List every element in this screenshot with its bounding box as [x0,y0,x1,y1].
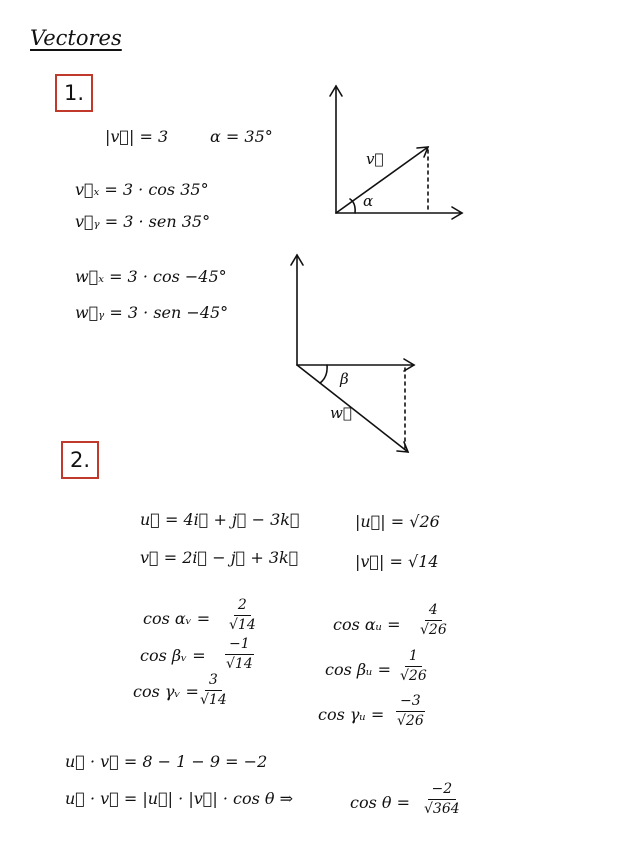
denominator: √14 [200,691,227,708]
cos-theta-fraction [420,782,464,816]
cos-gamma-u-fraction [393,694,428,728]
page-title: Vectores [30,26,122,50]
w-y-component: w⃗ᵧ = 3 · sen −45° [75,303,229,322]
v-magnitude: |v⃗| = √14 [355,552,439,571]
v-definition: v⃗ = 2i⃗ − j⃗ + 3k⃗ [140,548,299,567]
vector-v-label: v⃗ [366,150,384,168]
section-1-badge: 1. [55,74,93,112]
numerator: −1 [225,637,254,655]
cos-alpha-v-lhs: cos αᵥ = [143,609,211,628]
cos-gamma-v-fraction [196,673,231,707]
numerator: −3 [396,694,425,712]
cos-beta-u-fraction [396,649,431,683]
u-definition: u⃗ = 4i⃗ + j⃗ − 3k⃗ [140,510,300,529]
numerator: 4 [425,603,442,621]
vector-w-arrow [297,365,408,452]
numerator: −2 [428,782,457,800]
angle-beta-label: β [340,370,349,388]
numerator: 2 [234,598,251,616]
denominator: √14 [226,655,253,672]
cos-theta-lhs: cos θ = [350,793,411,812]
cos-beta-v-lhs: cos βᵥ = [140,646,206,665]
numerator: 1 [405,649,422,667]
vector-w-label: w⃗ [330,404,352,422]
dot-product-formula: u⃗ · v⃗ = |u⃗| · |v⃗| · cos θ ⇒ [65,789,294,808]
angle-beta-arc [320,365,327,383]
denominator: √26 [420,621,447,638]
numerator: 3 [205,673,222,691]
u-magnitude: |u⃗| = √26 [355,512,440,531]
v-y-component: v⃗ᵧ = 3 · sen 35° [75,212,211,231]
cos-beta-u-lhs: cos βᵤ = [325,660,392,679]
angle-alpha-arc [350,199,355,213]
cos-beta-v-fraction [222,637,257,671]
section-2-badge: 2. [61,441,99,479]
angle-alpha-value: α = 35° [210,127,273,146]
cos-alpha-v-fraction [225,598,260,632]
cos-gamma-v-lhs: cos γᵥ = [133,682,199,701]
cos-alpha-u-lhs: cos αᵤ = [333,615,401,634]
magnitude-v: |v⃗| = 3 [105,127,169,146]
denominator: √26 [397,712,424,729]
v-x-component: v⃗ₓ = 3 · cos 35° [75,180,209,199]
cos-gamma-u-lhs: cos γᵤ = [318,705,385,724]
dot-product-calc: u⃗ · v⃗ = 8 − 1 − 9 = −2 [65,752,268,771]
angle-alpha-label: α [363,192,374,210]
cos-alpha-u-fraction [416,603,451,637]
denominator: √26 [400,667,427,684]
denominator: √14 [229,616,256,633]
w-x-component: w⃗ₓ = 3 · cos −45° [75,267,227,286]
denominator: √364 [424,800,460,817]
